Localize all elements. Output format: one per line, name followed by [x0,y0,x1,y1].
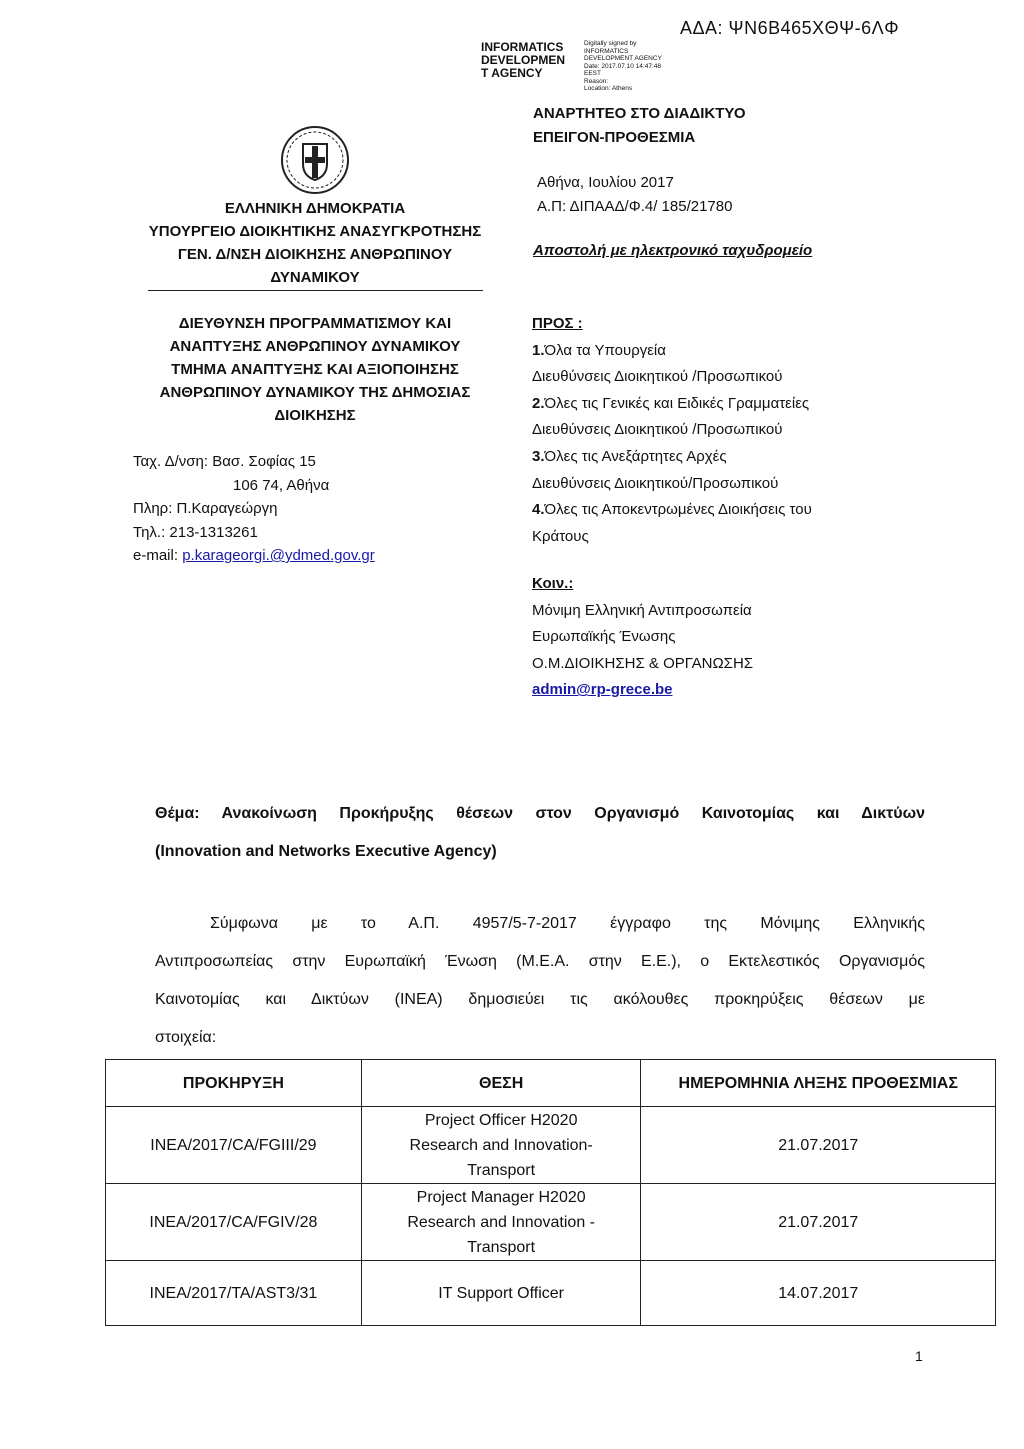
table-row [106,1184,996,1261]
recipient-item [532,338,932,365]
contact-person: Πληρ: Π.Καραγεώργη [133,500,278,517]
subject-line-2: (Innovation and Networks Executive Agency) [155,843,497,860]
position-cell [361,1184,641,1261]
signature-detail-line: Date: 2017.07.10 14:47:48 [584,62,661,70]
recipient-number: 3. [532,447,545,465]
position-line: Research and Innovation - [407,1213,595,1231]
signature-detail-line: INFORMATICS [584,47,629,55]
signature-detail-line: Reason: [584,77,609,85]
cc-label: Κοιν.: [532,575,574,592]
issuer-line: ΓΕΝ. Δ/ΝΣΗ ΔΙΟΙΚΗΣΗΣ ΑΝΘΡΩΠΙΝΟΥ [177,246,453,263]
position-line: Research and Innovation- [409,1136,593,1154]
position-line: Transport [467,1161,536,1179]
department-line: ΑΝΑΠΤΥΞΗΣ ΑΝΘΡΩΠΙΝΟΥ ΔΥΝΑΜΙΚΟΥ [169,338,461,355]
body-line: Καινοτομίας και Δικτύων (INEA) δημοσιεύει τις ακόλουθες προκηρύξεις θέσεων με [155,991,925,1008]
recipient-number: 1. [532,341,545,359]
recipient-item [532,444,932,471]
recipient-title: Όλες τις Γενικές και Ειδικές Γραμματείες [544,394,810,412]
position-line: Project Manager H2020 [416,1188,586,1206]
address: Ταχ. Δ/νση: Βασ. Σοφίας 15 [133,453,316,470]
table-header-row [106,1060,996,1107]
recipient-number: 4. [532,501,545,519]
email-row [133,544,375,568]
header-cell: ΗΜΕΡΟΜΗΝΙΑ ΛΗΞΗΣ ΠΡΟΘΕΣΜΙΑΣ [641,1060,996,1107]
body-paragraph [155,905,925,1057]
subject [155,795,925,871]
recipient-item [532,391,932,418]
ada-code: ΑΔΑ: ΨΝ6Β465ΧΘΨ-6ΛΦ [680,18,900,38]
signature-name [481,41,581,80]
recipient-title: Όλα τα Υπουργεία [544,341,666,359]
department-line: ΑΝΘΡΩΠΙΝΟΥ ΔΥΝΑΜΙΚΟΥ ΤΗΣ ΔΗΜΟΣΙΑΣ [159,384,471,401]
deadline-cell: 21.07.2017 [641,1184,996,1261]
posting-notice [533,102,746,150]
body-line: Αντιπροσωπείας στην Ευρωπαϊκή Ένωση (Μ.Ε.Α. στην Ε.Ε.), ο Εκτελεστικός Οργανισμός [155,953,925,970]
signature-name-line: INFORMATICS [481,40,564,54]
recipients-label: ΠΡΟΣ : [532,315,583,332]
position-cell [361,1261,641,1326]
document-date: Αθήνα, Ιουλίου 2017 [537,174,674,191]
position-cell [361,1107,641,1184]
header-cell: ΘΕΣΗ [361,1060,641,1107]
issuer-line: ΕΛΛΗΝΙΚΗ ΔΗΜΟΚΡΑΤΙΑ [224,200,406,217]
signature-name-line: T AGENCY [481,66,543,80]
cc-block [532,571,753,704]
recipient-sub: Κράτους [532,527,589,545]
signature-detail-line: DEVELOPMENT AGENCY [584,55,662,62]
posting-line-2: ΕΠΕΙΓΟΝ-ΠΡΟΘΕΣΜΙΑ [533,129,696,146]
postcode: 106 74, Αθήνα [233,476,330,494]
department-line: ΔΙΕΥΘΥΝΣΗ ΠΡΟΓΡΑΜΜΑΤΙΣΜΟΥ ΚΑΙ [178,315,452,332]
posting-line-1: ΑΝΑΡΤΗΤΕΟ ΣΤΟ ΔΙΑΔΙΚΤΥΟ [533,105,746,122]
department-line: ΔΙΟΙΚΗΣΗΣ [274,407,356,424]
signature-detail-line: Digitally signed by [584,40,637,47]
reference-cell: INEA/2017/CA/FGIV/28 [106,1184,362,1261]
header-cell: ΠΡΟΚΗΡΥΞΗ [106,1060,362,1107]
table-row [106,1261,996,1326]
recipient-sub: Διευθύνσεις Διοικητικού /Προσωπικού [532,421,783,439]
department-header [125,312,505,427]
email-link[interactable]: p.karageorgi.@ydmed.gov.gr [182,547,375,564]
recipient-item [532,497,932,524]
department-line: ΤΜΗΜΑ ΑΝΑΠΤΥΞΗΣ ΚΑΙ ΑΞΙΟΠΟΙΗΣΗΣ [171,361,459,378]
body-line: Σύμφωνα με το Α.Π. 4957/5-7-2017 έγγραφο της Μόνιμης Ελληνικής [210,915,925,932]
signature-details [584,40,694,93]
position-line: IT Support Officer [438,1284,564,1302]
issuer-header [125,197,505,289]
contact-block [133,450,375,568]
recipient-title: Όλες τις Αποκεντρωμένες Διοικήσεις του [544,501,812,519]
recipient-title: Όλες τις Ανεξάρτητες Αρχές [544,447,727,465]
signature-name-line: DEVELOPMEN [481,53,566,67]
recipient-sub: Διευθύνσεις Διοικητικού/Προσωπικού [532,474,779,492]
deadline-cell: 21.07.2017 [641,1107,996,1184]
recipient-sub: Διευθύνσεις Διοικητικού /Προσωπικού [532,368,783,386]
cc-email-link[interactable]: admin@rp-grece.be [532,681,673,699]
recipients-block [532,311,932,550]
reference-cell: INEA/2017/CA/FGIII/29 [106,1107,362,1184]
reference-cell: INEA/2017/TA/AST3/31 [106,1261,362,1326]
subject-line-1: Θέμα: Ανακοίνωση Προκήρυξης θέσεων στον Οργανισμό Καινοτομίας και Δικτύων [155,805,925,822]
signature-detail-line: EEST [584,70,601,77]
vacancies-table [105,1059,996,1326]
cc-line: Ευρωπαϊκής Ένωσης [532,628,676,646]
position-line: Project Officer H2020 [424,1111,578,1129]
date-block [537,171,732,218]
delivery-method: Αποστολή με ηλεκτρονικό ταχυδρομείο [533,242,813,259]
table-row [106,1107,996,1184]
position-line: Transport [467,1238,536,1256]
page-number: 1 [915,1348,923,1364]
header-divider [148,290,483,291]
phone: Τηλ.: 213-1313261 [133,523,258,541]
greek-coat-of-arms-icon [279,124,351,196]
signature-detail-line: Location: Athens [584,85,633,92]
cc-line: Ο.Μ.ΔΙΟΙΚΗΣΗΣ & ΟΡΓΑΝΩΣΗΣ [532,654,754,672]
email-label: e-mail: [133,547,183,564]
body-line: στοιχεία: [155,1029,217,1046]
cc-line: Μόνιμη Ελληνική Αντιπροσωπεία [532,601,752,619]
issuer-line: ΥΠΟΥΡΓΕΙΟ ΔΙΟΙΚΗΤΙΚΗΣ ΑΝΑΣΥΓΚΡΟΤΗΣΗΣ [148,223,482,240]
protocol-number: Α.Π: ΔΙΠΑΑΔ/Φ.4/ 185/21780 [537,197,733,215]
issuer-line: ΔΥΝΑΜΙΚΟΥ [270,269,360,286]
recipient-number: 2. [532,394,545,412]
deadline-cell: 14.07.2017 [641,1261,996,1326]
